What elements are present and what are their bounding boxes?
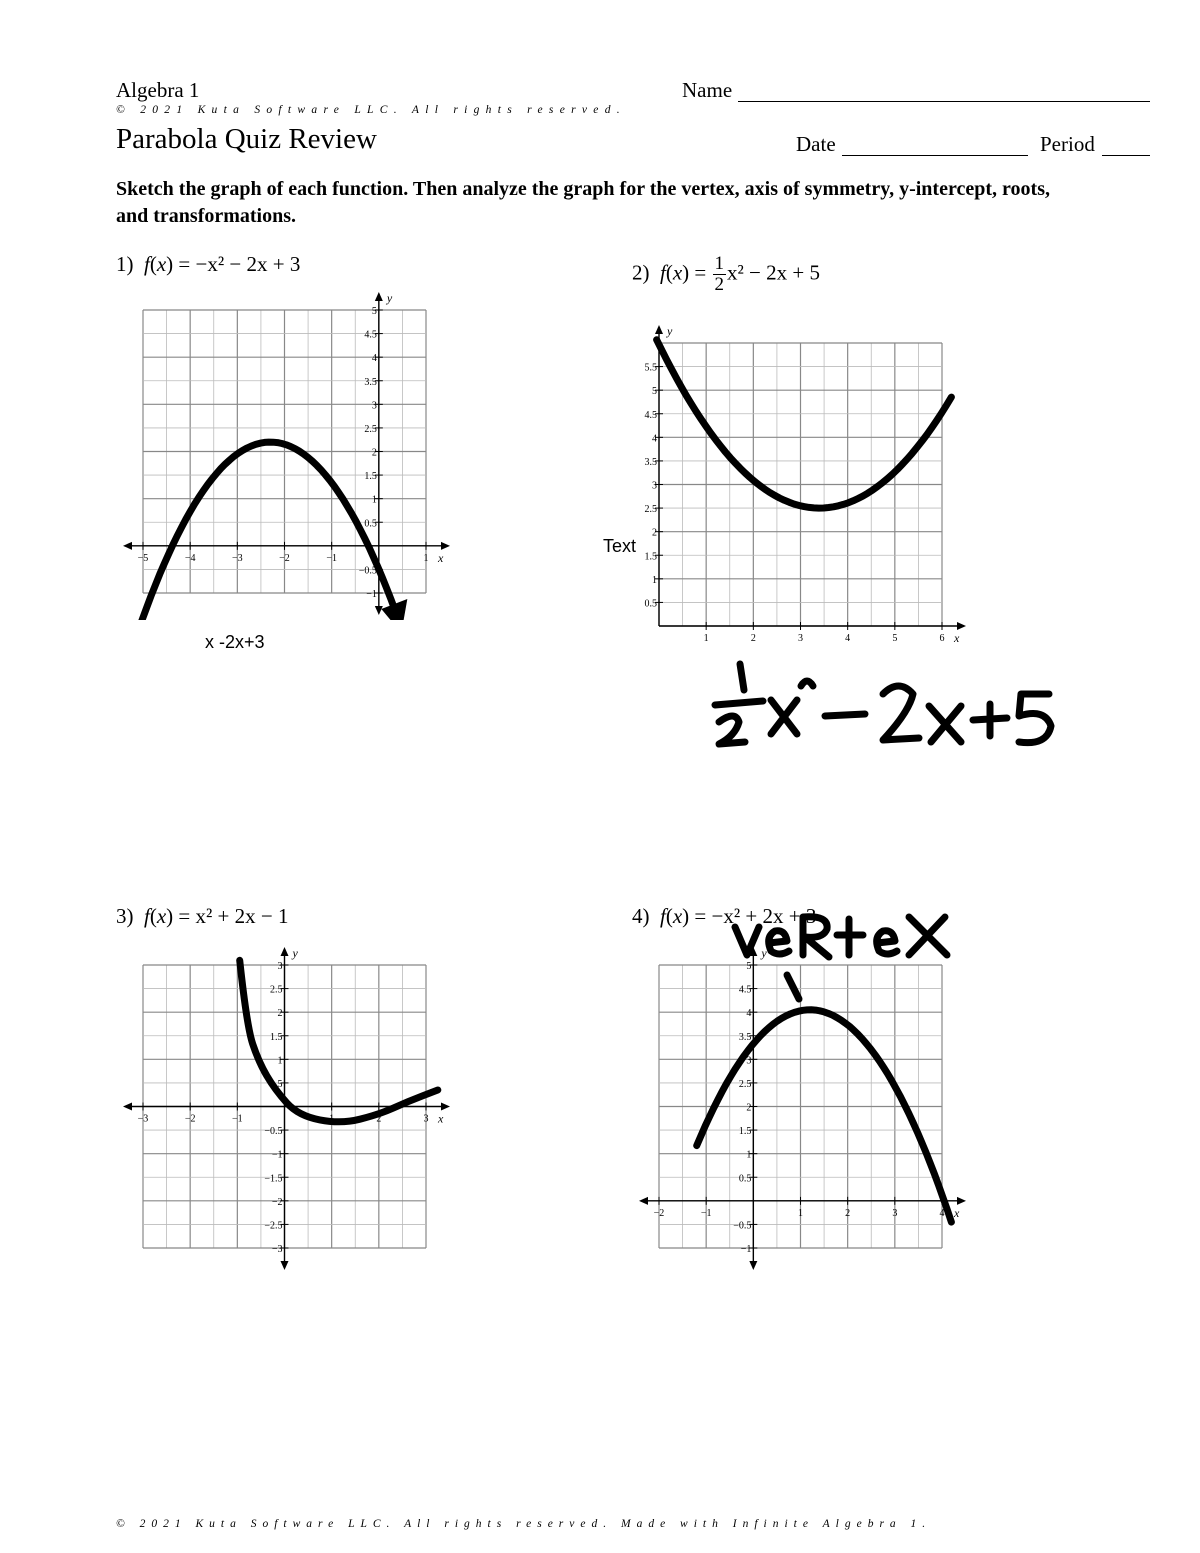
x-axis-arrow-left [123, 1103, 132, 1111]
y-axis-label: y [292, 946, 298, 960]
y-tick-label: 0.5 [644, 598, 657, 610]
y-tick-label: 2.5 [644, 504, 657, 516]
x-tick-label: 1 [329, 1113, 335, 1125]
x-tick-label: −2 [279, 552, 290, 564]
x-axis-label: x [438, 1111, 444, 1126]
y-axis-arrow-down [281, 1261, 289, 1270]
problem-2-equation: 2) f(x) = $\frac{1}{2}$ x² − 2x + 5 [632, 253, 820, 295]
function-name: f [660, 904, 666, 928]
function-name: f [660, 260, 666, 285]
x-tick-label: 2 [376, 1113, 382, 1125]
x-tick-label: −1 [232, 1113, 243, 1125]
y-tick-label: 2 [746, 1102, 752, 1114]
y-tick-label: −0.5 [358, 565, 377, 577]
y-tick-label: 4 [652, 433, 657, 445]
y-tick-label: 1.5 [364, 471, 377, 483]
y-tick-label: 1 [652, 574, 657, 586]
y-tick-label: −1 [366, 589, 377, 600]
x-axis-arrow-left [123, 542, 132, 550]
y-tick-label: 0.5 [270, 1078, 283, 1090]
y-tick-label: 1 [746, 1149, 752, 1161]
y-tick-label: 1.5 [738, 1126, 752, 1138]
y-tick-label: 3.5 [644, 456, 657, 468]
grid [659, 343, 942, 626]
y-tick-label: 2.5 [270, 984, 283, 996]
handwritten-vertex-label [725, 905, 965, 1005]
x-axis-arrow-right [957, 1197, 966, 1205]
y-tick-label: −1 [740, 1244, 752, 1255]
x-tick-label: 4 [845, 633, 851, 644]
problem-3-graph[interactable] [112, 940, 462, 1275]
x-tick-label: 3 [892, 1207, 898, 1219]
y-tick-label: 4.5 [364, 329, 377, 341]
y-tick-label: −2 [271, 1196, 283, 1208]
y-tick-label: 3.5 [364, 376, 377, 388]
equation-rhs: = −x² − 2x + 3 [178, 252, 301, 276]
problem-4-equation: 4) f(x) = −x² + 2x + 3 [632, 904, 817, 928]
y-tick-label: 3 [746, 1055, 752, 1067]
y-tick-label: 1 [277, 1055, 283, 1067]
y-axis-arrow-down [375, 606, 383, 615]
x-tick-label: 3 [423, 1113, 429, 1125]
course-label: Algebra 1 [116, 78, 200, 102]
x-tick-label: 4 [939, 1207, 945, 1219]
x-axis-label: x [954, 1205, 960, 1220]
fraction-denominator: 2 [714, 274, 725, 295]
y-axis-label: y [761, 946, 767, 960]
function-variable: x [672, 260, 683, 285]
y-tick-label: 4.5 [738, 984, 752, 996]
problem-3-equation: 3) f(x) = x² + 2x − 1 [116, 904, 289, 928]
x-axis-label: x [438, 550, 444, 565]
y-tick-label: 5 [652, 386, 657, 398]
x-axis-arrow-left [639, 1197, 648, 1205]
function-name: f [144, 904, 150, 928]
y-tick-label: −1 [271, 1149, 283, 1161]
y-tick-label: 1.5 [644, 551, 657, 563]
x-tick-label: 5 [892, 633, 898, 644]
y-tick-label: 4 [371, 353, 377, 365]
y-tick-label: −2.5 [264, 1220, 283, 1232]
problem-2-graph[interactable] [628, 318, 978, 653]
x-tick-label: −2 [184, 1113, 196, 1125]
y-tick-label: 2.5 [364, 423, 377, 435]
y-axis-label: y [667, 324, 673, 338]
y-axis-arrow-up [375, 292, 383, 301]
typed-annotation[interactable]: x -2x+3 [205, 632, 265, 652]
x-tick-label: 3 [798, 633, 803, 644]
y-tick-label: −0.5 [733, 1220, 752, 1232]
period-label: Period [1040, 132, 1095, 156]
x-tick-label: −4 [184, 552, 196, 564]
x-tick-label: 1 [423, 552, 429, 564]
y-tick-label: 2 [652, 527, 657, 539]
y-tick-label: 3 [277, 961, 283, 972]
y-tick-label: 3.5 [738, 1031, 752, 1043]
y-tick-label: 2.5 [738, 1078, 752, 1090]
x-tick-label: −1 [326, 552, 337, 564]
instructions: Sketch the graph of each function. Then analyze the graph for the vertex, axis of symmetry, y-intercept, roots, and transformations. [116, 178, 1050, 227]
problem-1-equation: 1) f(x) = −x² − 2x + 3 [116, 252, 301, 276]
problem-number: 2) [632, 260, 650, 285]
x-tick-label: −5 [137, 552, 149, 564]
equation-rhs: x² − 2x + 5 [727, 260, 820, 285]
y-tick-label: 5 [746, 961, 752, 972]
sketched-parabola [657, 340, 952, 508]
period-field[interactable] [1102, 155, 1150, 156]
function-variable: x [156, 252, 167, 276]
y-tick-label: 5.5 [644, 362, 657, 374]
function-variable: x [156, 904, 167, 928]
function-variable: x [672, 904, 683, 928]
equation-rhs: = −x² + 2x + 3 [694, 904, 817, 928]
x-tick-label: 2 [750, 633, 756, 644]
y-tick-label: 1.5 [270, 1031, 283, 1043]
worksheet-title: Parabola Quiz Review [116, 123, 377, 155]
x-axis-label: x [954, 631, 960, 645]
copyright-header: © 2021 Kuta Software LLC. All rights reserved. [116, 104, 626, 116]
problem-number: 4) [632, 904, 650, 928]
y-tick-label: 5 [371, 306, 377, 317]
name-field[interactable] [738, 101, 1150, 102]
x-tick-label: 6 [939, 633, 945, 644]
y-tick-label: −1.5 [264, 1173, 283, 1185]
y-tick-label: −3 [271, 1244, 283, 1255]
fraction-numerator: 1 [714, 253, 725, 274]
x-tick-label: −1 [700, 1207, 712, 1219]
y-tick-label: 0.5 [364, 518, 377, 530]
x-tick-label: −3 [137, 1113, 149, 1125]
function-name: f [144, 252, 150, 276]
x-tick-label: 1 [703, 633, 709, 644]
x-axis-arrow-right [957, 622, 966, 630]
y-axis-label: y [386, 291, 393, 305]
y-tick-label: −0.5 [264, 1126, 283, 1138]
handwritten-expression [705, 650, 1065, 760]
y-tick-label: 1 [371, 494, 377, 506]
fraction [713, 254, 727, 295]
y-tick-label: 3 [371, 400, 377, 412]
y-tick-label: 0.5 [738, 1173, 752, 1185]
y-axis-arrow-down [749, 1261, 757, 1270]
date-label: Date [796, 132, 836, 156]
x-tick-label: 1 [798, 1207, 803, 1219]
equation-rhs: = x² + 2x − 1 [178, 904, 289, 928]
x-tick-label: −2 [653, 1207, 665, 1219]
grid [143, 310, 426, 593]
y-tick-label: 3 [652, 480, 657, 492]
problem-number: 3) [116, 904, 134, 928]
copyright-footer: © 2021 Kuta Software LLC. All rights reserved. Made with Infinite Algebra 1. [116, 1518, 932, 1530]
x-axis-arrow-right [441, 542, 450, 550]
y-tick-label: 4.5 [644, 409, 657, 421]
name-label: Name [682, 78, 733, 102]
problem-1-graph[interactable] [112, 285, 462, 620]
x-tick-label: −3 [232, 552, 243, 564]
problem-number: 1) [116, 252, 134, 276]
y-tick-label: 2 [277, 1008, 283, 1020]
typed-text-box[interactable]: Text [603, 536, 637, 556]
date-field[interactable] [842, 155, 1028, 156]
y-axis-arrow-up [655, 325, 663, 334]
y-axis-arrow-up [281, 947, 289, 956]
y-tick-label: 4 [746, 1008, 752, 1020]
x-axis-arrow-right [441, 1103, 450, 1111]
x-tick-label: 2 [845, 1207, 851, 1219]
y-tick-label: 2 [371, 447, 377, 459]
